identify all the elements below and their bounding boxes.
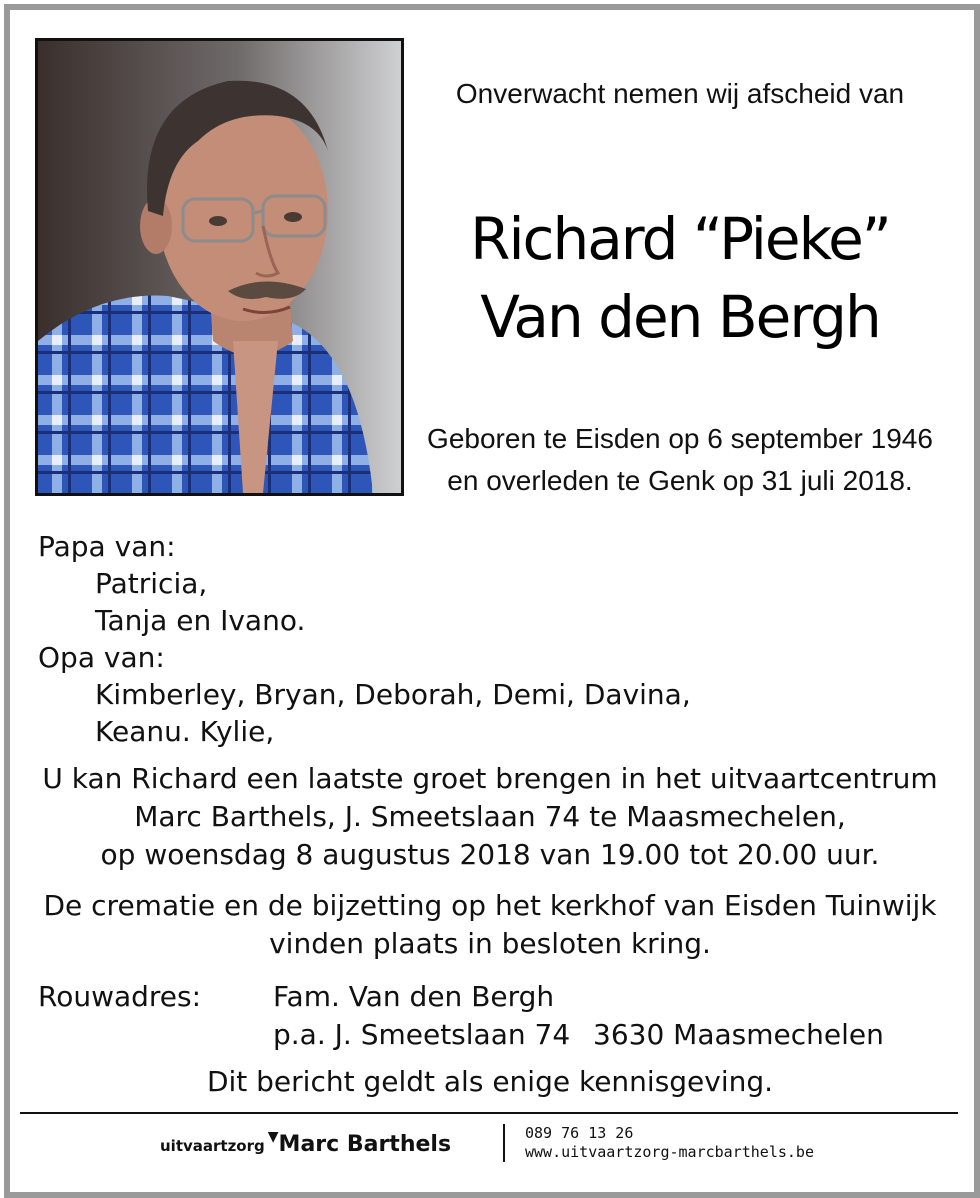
cremation-paragraph: [20, 887, 960, 963]
mourning-address-street: p.a. J. Smeetslaan 74: [273, 1018, 571, 1051]
opa-label: Opa van:: [38, 641, 165, 674]
cremation-line: De crematie en de bijzetting op het kerkhof van Eisden Tuinwijk: [43, 889, 937, 922]
visitation-line: op woensdag 8 augustus 2018 van 19.00 tot 20.00 uur.: [100, 838, 880, 871]
mourning-address-city: 3630 Maasmechelen: [593, 1018, 884, 1051]
mourning-address-line2: [273, 1016, 913, 1054]
family-list: [38, 528, 918, 750]
visitation-paragraph: [20, 760, 960, 874]
papa-label: Papa van:: [38, 530, 176, 563]
logo-brand-name: Marc Barthels: [278, 1132, 452, 1157]
deceased-name-line1: Richard “Pieke”: [470, 205, 890, 273]
footer-divider: [20, 1112, 958, 1114]
closing-statement: Dit bericht geldt als enige kennisgeving.: [206, 1065, 774, 1098]
website-link[interactable]: www.uitvaartzorg-marcbarthels.be: [525, 1143, 814, 1161]
intro-text: Onverwacht nemen wij afscheid van: [455, 78, 905, 109]
mourning-address-family: Fam. Van den Bergh: [273, 980, 555, 1013]
funeral-home-logo: [160, 1129, 452, 1166]
grandchild-line: Keanu. Kylie,: [95, 715, 275, 748]
portrait-illustration: [38, 41, 401, 493]
mourning-address-body: [273, 978, 913, 1054]
phone-number: 089 76 13 26: [525, 1124, 634, 1142]
child-line: Patricia,: [95, 567, 208, 600]
footer-separator: [503, 1124, 505, 1162]
child-line: Tanja en Ivano.: [95, 604, 306, 637]
logo-triangle-icon: ▼: [267, 1129, 279, 1145]
mourning-address-label: Rouwadres:: [38, 980, 202, 1013]
grandchild-line: Kimberley, Bryan, Deborah, Demi, Davina,: [95, 678, 691, 711]
visitation-line: U kan Richard een laatste groet brengen in het uitvaartcentrum: [42, 762, 938, 795]
deceased-name-line2: Van den Bergh: [480, 283, 880, 351]
death-line: en overleden te Genk op 31 juli 2018.: [447, 465, 913, 496]
deceased-name: [420, 200, 940, 356]
cremation-line: vinden plaats in besloten kring.: [269, 927, 711, 960]
footer-contact: [525, 1124, 814, 1162]
birth-death-dates: [420, 418, 940, 502]
logo-small-text: uitvaartzorg: [160, 1137, 265, 1155]
portrait-photo: [35, 38, 404, 496]
birth-line: Geboren te Eisden op 6 september 1946: [427, 423, 933, 454]
visitation-line: Marc Barthels, J. Smeetslaan 74 te Maasmechelen,: [134, 800, 846, 833]
